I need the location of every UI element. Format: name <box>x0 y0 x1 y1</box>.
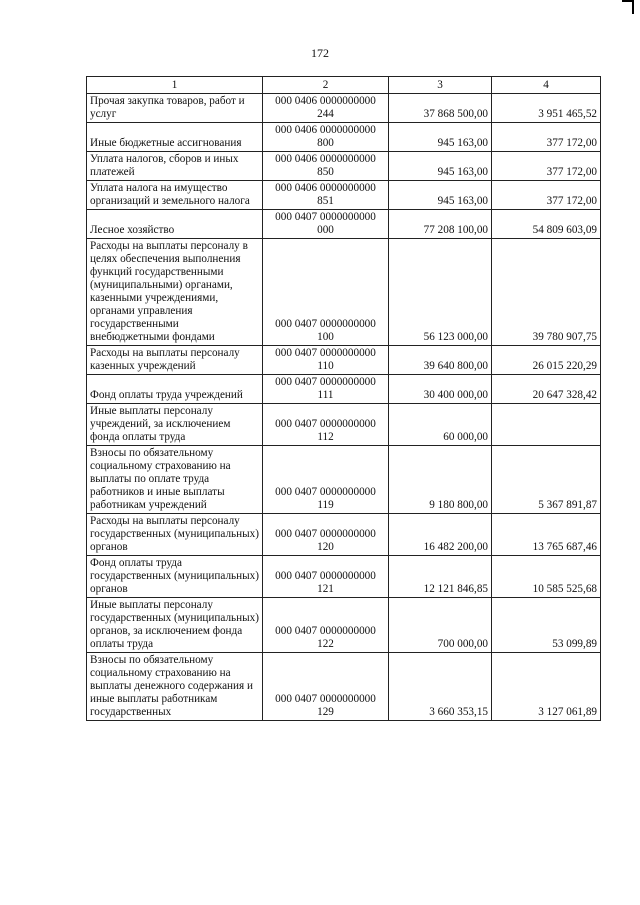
row-col4-cell: 53 099,89 <box>492 598 601 653</box>
row-col4-cell: 5 367 891,87 <box>492 446 601 514</box>
page-number: 172 <box>311 46 329 60</box>
row-code-cell: 000 0407 0000000000 111 <box>263 375 389 404</box>
row-code-cell: 000 0406 0000000000 851 <box>263 181 389 210</box>
row-col4-cell: 26 015 220,29 <box>492 346 601 375</box>
row-col3-cell: 37 868 500,00 <box>389 94 492 123</box>
row-col3-cell: 945 163,00 <box>389 123 492 152</box>
row-code-cell: 000 0407 0000000000 110 <box>263 346 389 375</box>
row-code-cell: 000 0406 0000000000 800 <box>263 123 389 152</box>
row-name-cell: Иные выплаты персоналу государственных (муниципальных) органов, за исключением фонда оплаты труда <box>87 598 263 653</box>
row-col3-cell: 56 123 000,00 <box>389 239 492 346</box>
row-col4-cell: 13 765 687,46 <box>492 514 601 556</box>
row-name-cell: Взносы по обязательному социальному страхованию на выплаты денежного содержания и иные выплаты работникам государственных <box>87 653 263 721</box>
row-code-cell: 000 0407 0000000000 119 <box>263 446 389 514</box>
row-name-cell: Расходы на выплаты персоналу государственных (муниципальных) органов <box>87 514 263 556</box>
row-name-cell: Фонд оплаты труда учреждений <box>87 375 263 404</box>
row-col4-cell: 3 951 465,52 <box>492 94 601 123</box>
row-col3-cell: 30 400 000,00 <box>389 375 492 404</box>
row-code-cell: 000 0406 0000000000 244 <box>263 94 389 123</box>
header-col-4: 4 <box>492 77 601 94</box>
row-col4-cell: 377 172,00 <box>492 123 601 152</box>
table-row <box>87 239 601 346</box>
row-name-cell: Расходы на выплаты персоналу казенных учреждений <box>87 346 263 375</box>
row-name-cell: Уплата налога на имущество организаций и земельного налога <box>87 181 263 210</box>
table-row <box>87 514 601 556</box>
row-code-cell: 000 0407 0000000000 100 <box>263 239 389 346</box>
row-code-cell: 000 0407 0000000000 121 <box>263 556 389 598</box>
row-code-cell: 000 0407 0000000000 112 <box>263 404 389 446</box>
row-col4-cell <box>492 404 601 446</box>
table-row <box>87 375 601 404</box>
row-col4-cell: 39 780 907,75 <box>492 239 601 346</box>
row-col3-cell: 12 121 846,85 <box>389 556 492 598</box>
table-header-row <box>87 77 601 94</box>
row-code-cell: 000 0407 0000000000 122 <box>263 598 389 653</box>
corner-crop-mark <box>622 0 634 14</box>
table-row <box>87 446 601 514</box>
row-col3-cell: 945 163,00 <box>389 181 492 210</box>
header-col-3: 3 <box>389 77 492 94</box>
row-col3-cell: 3 660 353,15 <box>389 653 492 721</box>
row-col4-cell: 20 647 328,42 <box>492 375 601 404</box>
row-col4-cell: 3 127 061,89 <box>492 653 601 721</box>
row-col4-cell: 10 585 525,68 <box>492 556 601 598</box>
row-name-cell: Иные бюджетные ассигнования <box>87 123 263 152</box>
row-name-cell: Уплата налогов, сборов и иных платежей <box>87 152 263 181</box>
row-name-cell: Прочая закупка товаров, работ и услуг <box>87 94 263 123</box>
row-code-cell: 000 0407 0000000000 000 <box>263 210 389 239</box>
row-col3-cell: 700 000,00 <box>389 598 492 653</box>
table-row <box>87 210 601 239</box>
row-code-cell: 000 0406 0000000000 850 <box>263 152 389 181</box>
table-body <box>87 94 601 721</box>
table-row <box>87 123 601 152</box>
row-name-cell: Иные выплаты персоналу учреждений, за исключением фонда оплаты труда <box>87 404 263 446</box>
table-row <box>87 404 601 446</box>
row-name-cell: Взносы по обязательному социальному страхованию на выплаты по оплате труда работников и иные выплаты работникам учреждений <box>87 446 263 514</box>
budget-table <box>86 76 601 721</box>
header-col-1: 1 <box>87 77 263 94</box>
row-code-cell: 000 0407 0000000000 129 <box>263 653 389 721</box>
row-name-cell: Лесное хозяйство <box>87 210 263 239</box>
table-row <box>87 152 601 181</box>
header-col-2: 2 <box>263 77 389 94</box>
row-col3-cell: 60 000,00 <box>389 404 492 446</box>
table-row <box>87 556 601 598</box>
table-row <box>87 653 601 721</box>
row-col3-cell: 945 163,00 <box>389 152 492 181</box>
row-col3-cell: 9 180 800,00 <box>389 446 492 514</box>
row-name-cell: Фонд оплаты труда государственных (муниципальных) органов <box>87 556 263 598</box>
row-col3-cell: 77 208 100,00 <box>389 210 492 239</box>
table-row <box>87 94 601 123</box>
row-name-cell: Расходы на выплаты персоналу в целях обеспечения выполнения функций государственными (муниципальными) органами, казенными учреждениями, органами управления государственными внебюджетными фондами <box>87 239 263 346</box>
table-row <box>87 598 601 653</box>
table-row <box>87 346 601 375</box>
row-col4-cell: 377 172,00 <box>492 181 601 210</box>
row-code-cell: 000 0407 0000000000 120 <box>263 514 389 556</box>
row-col4-cell: 377 172,00 <box>492 152 601 181</box>
table-row <box>87 181 601 210</box>
row-col3-cell: 16 482 200,00 <box>389 514 492 556</box>
row-col3-cell: 39 640 800,00 <box>389 346 492 375</box>
row-col4-cell: 54 809 603,09 <box>492 210 601 239</box>
